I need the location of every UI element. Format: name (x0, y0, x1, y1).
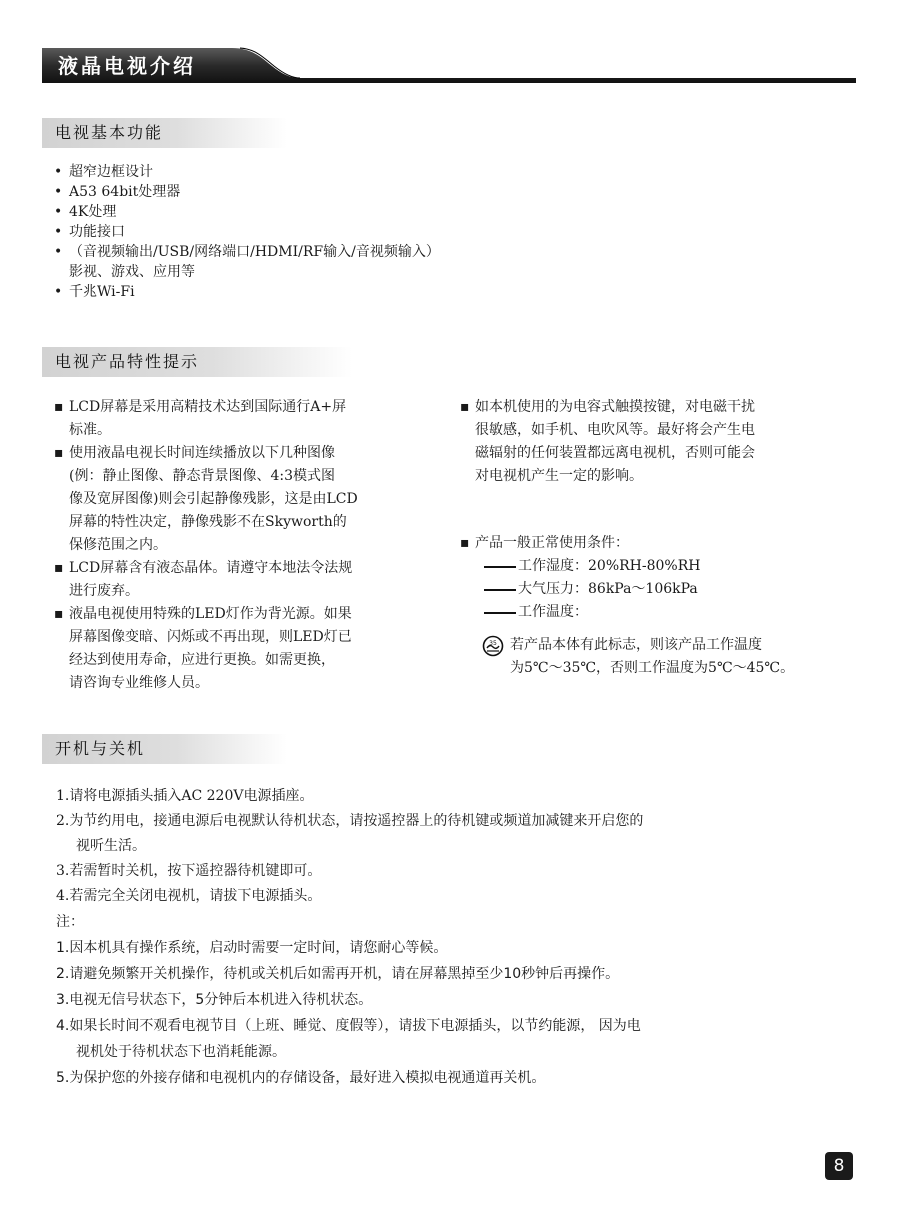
pressure-line: 大气压力：86kPa～106kPa (458, 578, 878, 601)
list-item: • （音视频输出/USB/网络端口/HDMI/RF输入/音视频输入） 影视、游戏、应用等 (54, 244, 440, 280)
note-line: 1.因本机具有操作系统，启动时需要一定时间，请您耐心等候。 (56, 940, 448, 956)
step-line: 视听生活。 (76, 838, 146, 854)
note-line: 5.为保护您的外接存储和电视机内的存储设备，最好进入模拟电视通道再关机。 (56, 1070, 546, 1086)
list-item: ▪ 使用液晶电视长时间连续播放以下几种图像 (例：静止图像、静态背景图像、4:3模式图 像及宽屏图像)则会引起静像残影，这是由LCD 屏幕的特性决定，静像残影不在Skyworth的 保修范围之内。 (54, 445, 358, 553)
list-item: • A53 64bit处理器 (54, 184, 181, 200)
header-title: 液晶电视介绍 (58, 54, 196, 78)
temperature-note: 35 若产品本体有此标志，则该产品工作温度 为5℃～35℃，否则工作温度为5℃～45℃。 (458, 634, 878, 680)
note-line: 4.如果长时间不观看电视节目（上班、睡觉、度假等），请拔下电源插头，以节约能源， 因为电 (56, 1018, 641, 1034)
section-header-product-features (42, 347, 352, 377)
humidity-line: 工作湿度：20%RH-80%RH (458, 555, 878, 578)
temperature-mark-icon (482, 635, 504, 657)
section-title: 电视基本功能 (55, 123, 164, 142)
basic-functions-list (52, 162, 572, 302)
list-item: • 4K处理 (54, 204, 117, 220)
usage-conditions (458, 532, 878, 680)
list-item: ▪ LCD屏幕含有液态晶体。请遵守本地法令法规 进行废弃。 (54, 560, 353, 599)
page-number: 8 (825, 1152, 853, 1180)
power-steps (56, 784, 856, 909)
list-item: • 超窄边框设计 (54, 164, 153, 180)
step-line: 3.若需暂时关机，按下遥控器待机键即可。 (56, 863, 322, 879)
note-line: 2.请避免频繁开关机操作，待机或关机后如需再开机，请在屏幕黑掉至少10秒钟后再操作。 (56, 966, 620, 982)
features-right-list (458, 396, 858, 488)
conditions-title: ▪ 产品一般正常使用条件： (460, 535, 629, 551)
temperature-line: 工作温度： (458, 601, 878, 624)
note-line: 3.电视无信号状态下，5分钟后本机进入待机状态。 (56, 992, 373, 1008)
list-item: • 功能接口 (54, 224, 125, 240)
header-banner (0, 40, 898, 88)
features-left-list (52, 396, 432, 695)
list-item: ▪ LCD屏幕是采用高精技术达到国际通行A+屏 标准。 (54, 399, 347, 438)
section-header-power-on-off (42, 734, 287, 764)
svg-text:35: 35 (489, 640, 497, 647)
step-line: 1.请将电源插头插入AC 220V电源插座。 (56, 788, 314, 804)
list-item: ▪ 如本机使用的为电容式触摸按键，对电磁干扰 很敏感，如手机、电吹风等。最好将会产生电 磁辐射的任何装置都远离电视机，否则可能会 对电视机产生一定的影响。 (460, 399, 755, 484)
note-label: 注： (56, 914, 84, 930)
step-line: 4.若需完全关闭电视机，请拔下电源插头。 (56, 888, 322, 904)
note-line: 视机处于待机状态下也消耗能源。 (76, 1044, 286, 1060)
power-notes (56, 909, 856, 1091)
list-item: ▪ 液晶电视使用特殊的LED灯作为背光源。如果 屏幕图像变暗、闪烁或不再出现，则LED灯已 经达到使用寿命，应进行更换。如需更换， 请咨询专业维修人员。 (54, 606, 352, 691)
section-header-basic-functions (42, 118, 287, 148)
step-line: 2.为节约用电，接通电源后电视默认待机状态，请按遥控器上的待机键或频道加减键来开启您的 (56, 813, 644, 829)
section-title: 电视产品特性提示 (55, 352, 200, 371)
list-item: • 千兆Wi-Fi (54, 284, 135, 300)
section-title: 开机与关机 (55, 739, 146, 758)
